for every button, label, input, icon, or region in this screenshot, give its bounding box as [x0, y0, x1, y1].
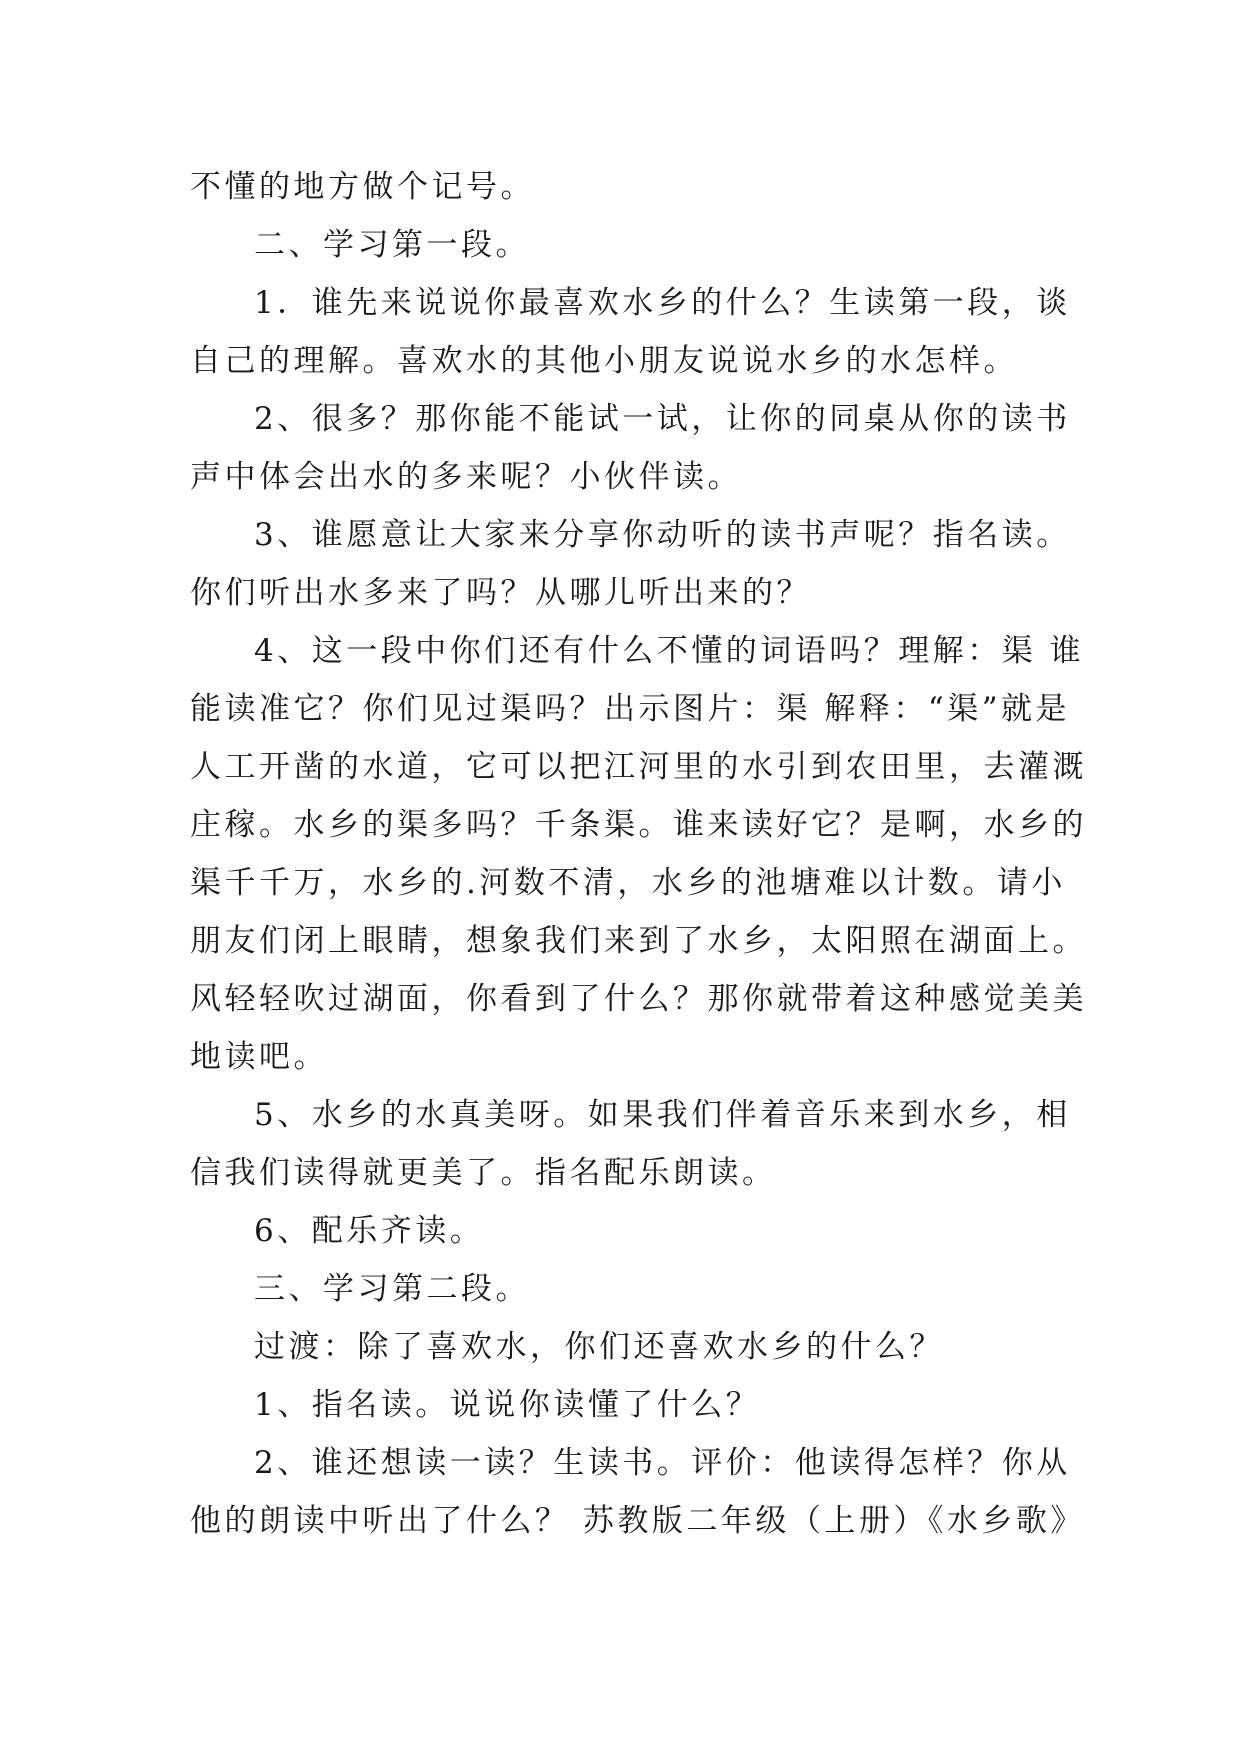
text-line: 人工开凿的水道，它可以把江河里的水引到农田里，去灌溉	[190, 749, 1087, 785]
section-heading: 三、学习第二段。	[254, 1271, 530, 1307]
text-line: 朋友们闭上眼睛，想象我们来到了水乡，太阳照在湖面上。	[190, 923, 1087, 959]
text-line: 1、指名读。说说你读懂了什么？	[254, 1387, 761, 1423]
text-line: 声中体会出水的多来呢？小伙伴读。	[190, 459, 742, 495]
text-line: 风轻轻吹过湖面，你看到了什么？那你就带着这种感觉美美	[190, 981, 1087, 1017]
text-line: 能读准它？你们见过渠吗？出示图片：渠 解释：“渠”就是	[190, 691, 1071, 727]
text-line: 3、谁愿意让大家来分享你动听的读书声呢？指名读。	[254, 517, 1071, 553]
text-line: 4、这一段中你们还有什么不懂的词语吗？理解：渠 谁	[254, 633, 1085, 669]
text-line: 地读吧。	[190, 1039, 328, 1075]
text-line: 自己的理解。喜欢水的其他小朋友说说水乡的水怎样。	[190, 343, 1018, 379]
document-body	[190, 158, 1087, 1550]
text-line: 他的朗读中听出了什么？ 苏教版二年级（上册）《水乡歌》	[190, 1503, 1085, 1539]
text-line: 6、配乐齐读。	[254, 1213, 485, 1249]
text-line: 过渡：除了喜欢水，你们还喜欢水乡的什么？	[254, 1329, 944, 1365]
text-line: 庄稼。水乡的渠多吗？千条渠。谁来读好它？是啊，水乡的	[190, 807, 1087, 843]
text-line: 2、很多？那你能不能试一试，让你的同桌从你的读书	[254, 401, 1071, 437]
text-line: 你们听出水多来了吗？从哪儿听出来的？	[190, 575, 811, 611]
text-line: 信我们读得就更美了。指名配乐朗读。	[190, 1155, 777, 1191]
text-line: 不懂的地方做个记号。	[190, 169, 535, 205]
text-line: 1．谁先来说说你最喜欢水乡的什么？生读第一段，谈	[254, 285, 1071, 321]
text-line: 2、谁还想读一读？生读书。评价：他读得怎样？你从	[254, 1445, 1071, 1481]
text-line: 渠千千万，水乡的.河数不清，水乡的池塘难以计数。请小	[190, 865, 1066, 901]
section-heading: 二、学习第一段。	[254, 227, 530, 263]
text-line: 5、水乡的水真美呀。如果我们伴着音乐来到水乡，相	[254, 1097, 1071, 1133]
